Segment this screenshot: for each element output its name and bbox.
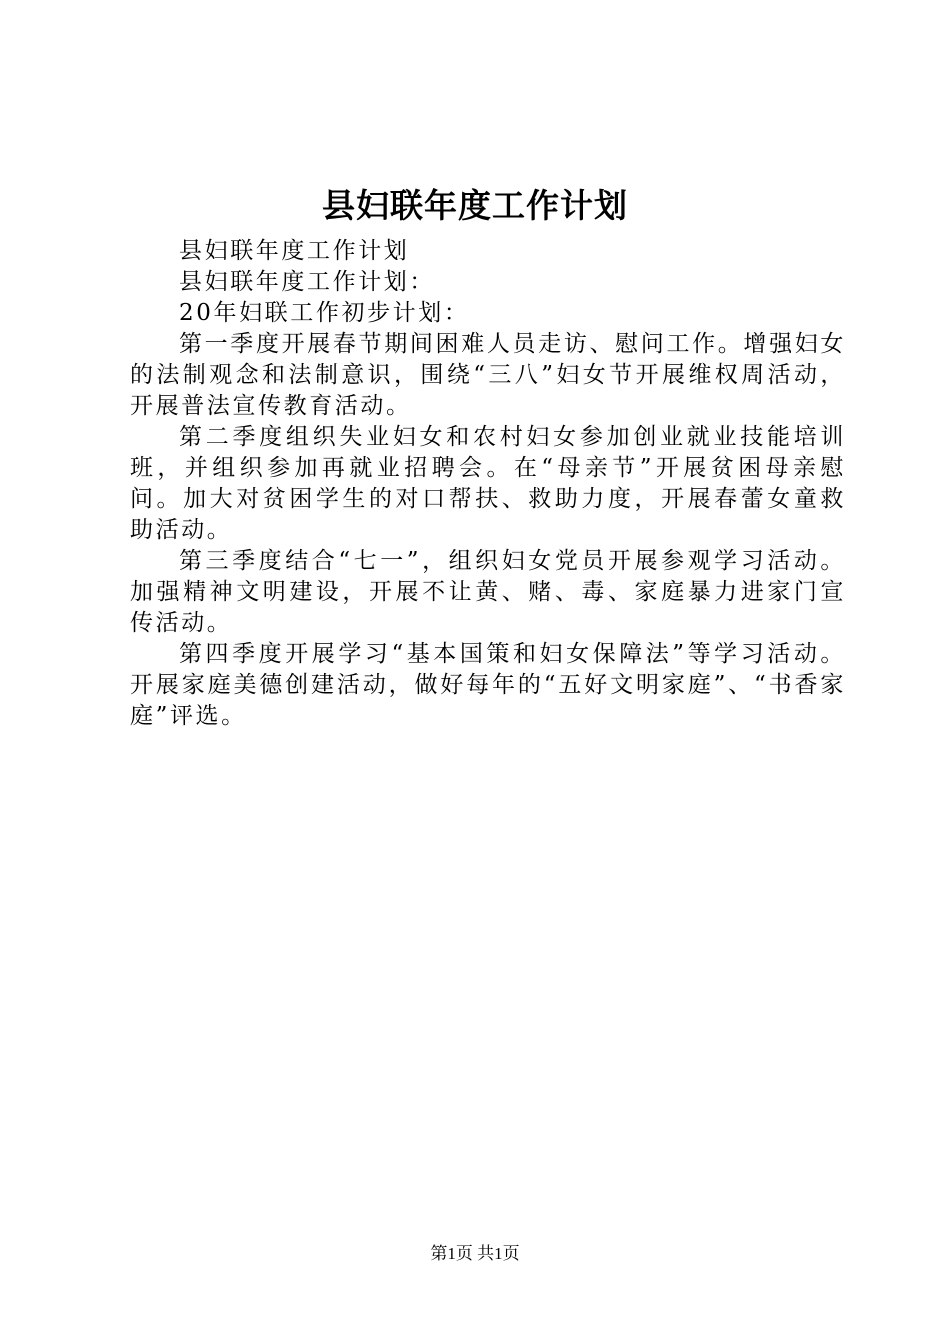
paragraph-first-quarter: 第一季度开展春节期间困难人员走访、慰问工作。增强妇女的法制观念和法制意识，围绕“三八”妇女节开展维权周活动，开展普法宣传教育活动。 — [130, 331, 846, 419]
paragraph-third-quarter: 第三季度结合“七一”，组织妇女党员开展参观学习活动。加强精神文明建设，开展不让黄、赌、毒、家庭暴力进家门宣传活动。 — [130, 548, 846, 636]
paragraph-fourth-quarter: 第四季度开展学习“基本国策和妇女保障法”等学习活动。开展家庭美德创建活动，做好每年的“五好文明家庭”、“书香家庭”评选。 — [130, 641, 846, 729]
paragraph-plan-intro: 县妇联年度工作计划： — [179, 269, 435, 295]
paragraph-heading-repeat: 县妇联年度工作计划 — [179, 238, 410, 264]
document-title: 县妇联年度工作计划 — [322, 186, 628, 225]
paragraph-preliminary-plan: 20年妇联工作初步计划： — [179, 300, 470, 326]
paragraph-second-quarter: 第二季度组织失业妇女和农村妇女参加创业就业技能培训班，并组织参加再就业招聘会。在“母亲节”开展贫困母亲慰问。加大对贫困学生的对口帮扶、救助力度，开展春蕾女童救助活动。 — [130, 424, 846, 543]
document-body — [130, 236, 846, 732]
page-number-footer: 第1页 共1页 — [430, 1244, 520, 1263]
